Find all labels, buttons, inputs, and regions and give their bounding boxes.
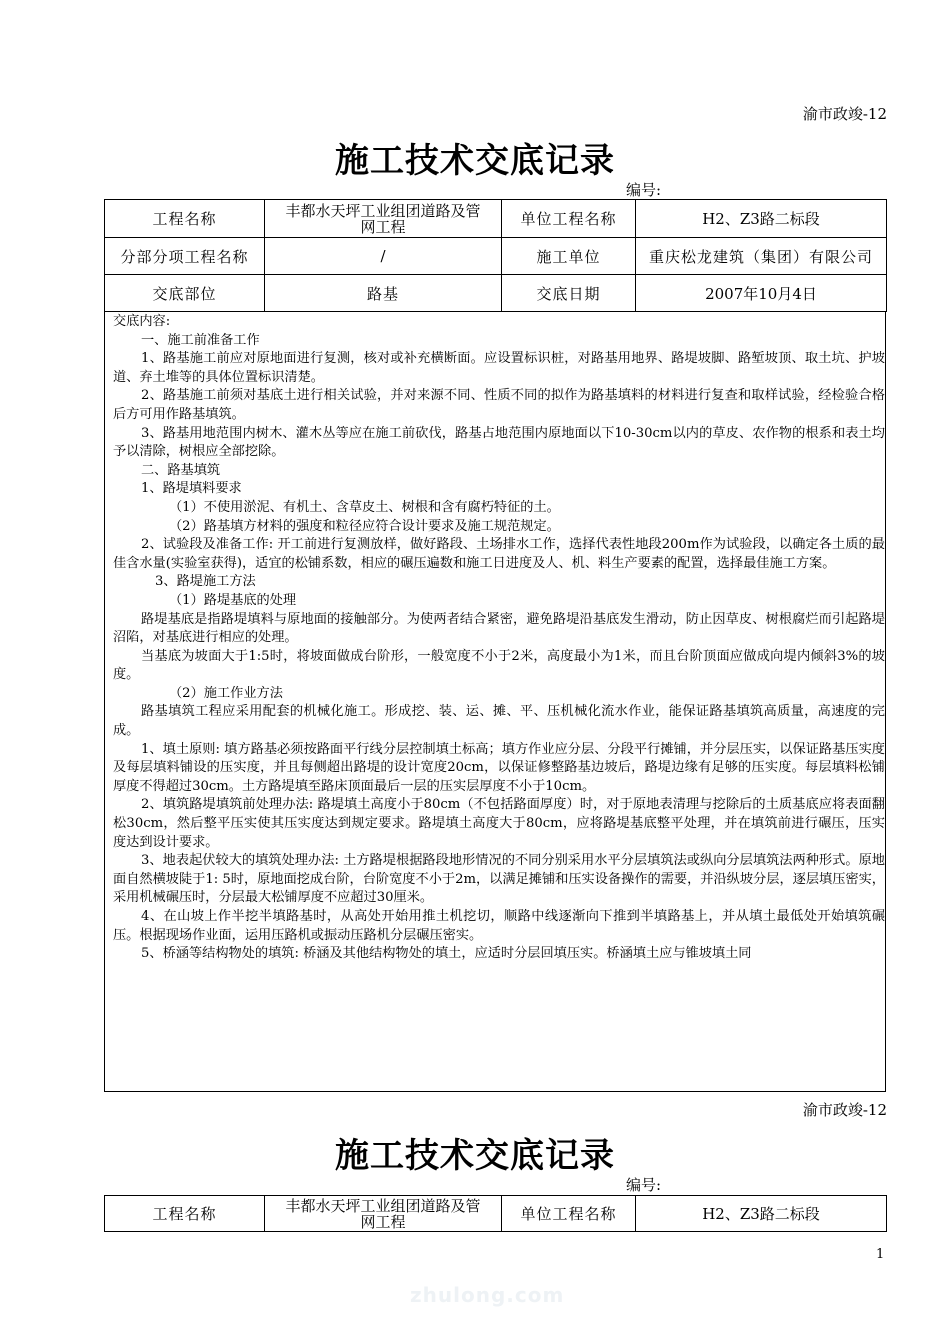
- value-project-name: 丰都水天坪工业组团道路及管网工程: [265, 1196, 502, 1232]
- list-item: （2）路基填方材料的强度和粒径应符合设计要求及施工规范规定。: [169, 518, 560, 534]
- paragraph: 3、路基用地范围内树木、灌木丛等应在施工前砍伐，路基占地范围内原地面以下10-30cm以内的草皮、农作物的根系和表土均予以清除，树根应全部挖除。: [113, 425, 885, 460]
- label-contractor: 施工单位: [502, 238, 636, 275]
- paragraph: 2、路基施工前须对基底土进行相关试验，并对来源不同、性质不同的拟作为路基填料的材料进行复查和取样试验，经检验合格后方可用作路基填筑。: [113, 388, 885, 422]
- paragraph: 1、路基施工前应对原地面进行复测，核对或补充横断面。应设置标识桩，对路基用地界、路堤坡脚、路堑坡顶、取土坑、护坡道、弃土堆等的具体位置标识清楚。: [113, 351, 885, 385]
- info-row-subproject: [105, 238, 887, 275]
- info-row-location: [105, 275, 887, 312]
- paragraph: 4、在山坡上作半挖半填路基时，从高处开始用推土机挖切，顺路中线逐渐向下推到半填路基上，并从填土最低处开始填筑碾压。根据现场作业面，运用压路机或振动压路机分层碾压密实。: [113, 909, 885, 943]
- label-subproject: 分部分项工程名称: [105, 238, 265, 275]
- number-label: 编号:: [626, 181, 662, 199]
- list-item: （2）施工作业方法: [169, 685, 283, 701]
- label-location: 交底部位: [105, 275, 265, 312]
- form-code: 渝市政竣-12: [802, 105, 887, 123]
- list-item: （1）路堤基底的处理: [169, 592, 297, 608]
- info-row-project: [105, 200, 887, 238]
- info-table: [104, 199, 887, 312]
- section-heading: 一、施工前准备工作: [141, 332, 260, 348]
- content-heading: 交底内容:: [113, 314, 171, 329]
- paragraph: 路堤基底是指路堤填料与原地面的接触部分。为使两者结合紧密，避免路堤沿基底发生滑动，防止因草皮、树根腐烂而引起路堤沼陷，对基底进行相应的处理。: [113, 611, 885, 646]
- value-subproject: /: [265, 238, 502, 275]
- page-title-page2: 施工技术交底记录: [335, 1136, 615, 1176]
- info-row-project: [105, 1196, 887, 1232]
- value-project-name: 丰都水天坪工业组团道路及管网工程: [265, 200, 502, 238]
- paragraph: 2、填筑路堤填筑前处理办法: 路堤填土高度小于80cm（不包括路面厚度）时，对于原地表清理与挖除后的土质基底应将表面翻松30cm，然后整平压实使其压实度达到规定要求。路堤填土高度大于80cm，应将路堤基底整平处理，并在填筑前进行碾压，压实度达到设计要求。: [113, 797, 885, 850]
- label-unit-project: 单位工程名称: [502, 200, 636, 238]
- subsection-heading: 1、路堤填料要求: [141, 481, 242, 497]
- label-project-name: 工程名称: [105, 1196, 265, 1232]
- paragraph: 当基底为坡面大于1:5时，将坡面做成台阶形，一般宽度不小于2米，高度最小为1米，而且台阶顶面应做成向堤内倾斜3%的坡度。: [113, 648, 885, 683]
- number-label-page2: 编号:: [626, 1176, 662, 1194]
- paragraph: 3、地表起伏较大的填筑处理办法: 土方路堤根据路段地形情况的不同分别采用水平分层填筑法或纵向分层填筑法两种形式。原地面自然横坡陡于1: 5时，原地面挖成台阶，台阶宽度不小于2m，以满足摊铺和压实设备操作的需要，并沿纵坡分层，逐层填压密实，采用机械碾压时，分层最大松铺厚度不应超过30厘米。: [113, 853, 885, 906]
- list-item: （1）不使用淤泥、有机土、含草皮土、树根和含有腐朽特征的土。: [169, 499, 560, 515]
- paragraph: 1、填土原则: 填方路基必须按路面平行线分层控制填土标高；填方作业应分层、分段平行摊铺，并分层压实，以保证路基压实度及每层填料铺设的压实度，并且每侧超出路堤的设计宽度20cm，以保证修整路基边坡后，路堤边缘有足够的压实度。每层填料松铺厚度不得超过30cm。土方路堤填至路床顶面最后一层的压实层厚度不小于10cm。: [113, 741, 885, 794]
- paragraph: 5、桥涵等结构物处的填筑: 桥涵及其他结构物处的填土，应适时分层回填压实。桥涵填土应与锥坡填土同: [141, 946, 752, 962]
- label-unit-project: 单位工程名称: [502, 1196, 636, 1232]
- paragraph: 路基填筑工程应采用配套的机械化施工。形成挖、装、运、摊、平、压机械化流水作业，能保证路基填筑高质量，高速度的完成。: [113, 704, 885, 739]
- info-table-page2: [104, 1195, 887, 1232]
- label-project-name: 工程名称: [105, 200, 265, 238]
- label-date: 交底日期: [502, 275, 636, 312]
- form-code-page2: 渝市政竣-12: [802, 1101, 887, 1119]
- content-body: [113, 313, 885, 964]
- value-unit-project: H2、Z3路二标段: [636, 1196, 887, 1232]
- value-contractor: 重庆松龙建筑（集团）有限公司: [636, 238, 887, 275]
- watermark: zhulong.com: [410, 1283, 565, 1307]
- section-heading: 二、路基填筑: [141, 462, 221, 478]
- page-title: 施工技术交底记录: [335, 141, 615, 181]
- subsection-heading: 3、路堤施工方法: [155, 574, 256, 590]
- page-number: 1: [876, 1247, 885, 1262]
- value-date: 2007年10月4日: [636, 275, 887, 312]
- value-location: 路基: [265, 275, 502, 312]
- value-unit-project: H2、Z3路二标段: [636, 200, 887, 238]
- paragraph: 2、试验段及准备工作: 开工前进行复测放样，做好路段、土场排水工作，选择代表性地段200m作为试验段，以确定各土质的最佳含水量(实验室获得)，适宜的松铺系数，相应的碾压遍数和施工日进度及人、机、料生产要素的配置，选择最佳施工方案。: [113, 537, 885, 571]
